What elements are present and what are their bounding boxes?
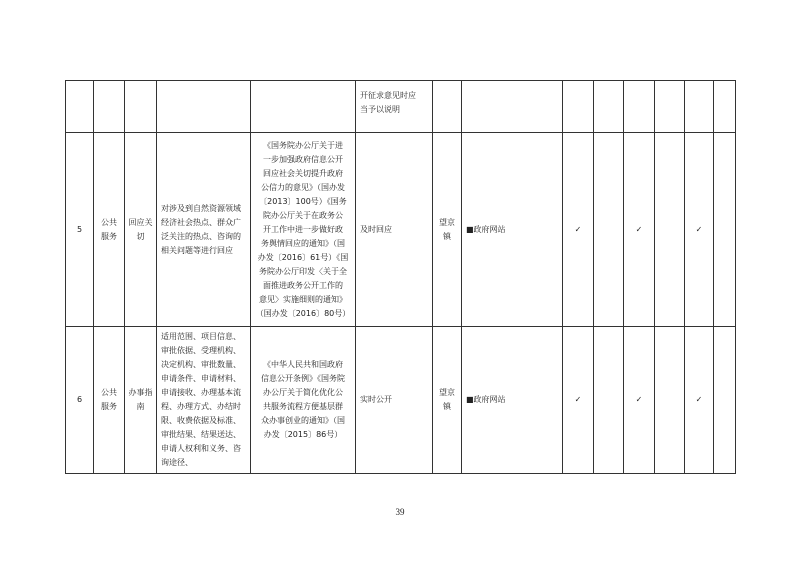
check-mark: ✓ <box>685 327 714 474</box>
check-mark: ✓ <box>685 133 714 327</box>
check-mark: ✓ <box>563 133 594 327</box>
cell-empty <box>563 81 594 133</box>
cell-channel: ■政府网站 <box>462 133 563 327</box>
cell-timing: 开征求意见时应 当予以说明 <box>356 81 433 133</box>
cell-empty <box>594 133 624 327</box>
check-mark: ✓ <box>563 327 594 474</box>
check-mark: ✓ <box>624 133 655 327</box>
cell-empty <box>462 81 563 133</box>
cell-empty <box>714 81 736 133</box>
cell-content: 对涉及到自然资源领域经济社会热点、群众广泛关注的热点、咨询的相关问题等进行回应 <box>157 133 251 327</box>
cell-empty <box>433 81 462 133</box>
cell-basis: 《国务院办公厅关于进 一步加强政府信息公开 回应社会关切提升政府 公信力的意见》（国办发 〔2013〕100号）《国务 院办公厅关于在政务公 开工作中进一步做好政 务舆情回应的通知》（国 办发〔2016〕61号）《国 务院办公厅印发〈关于全 面推进政务公开工作的 意见〉实施细则的通知》 （国办发〔2016〕80号） <box>251 133 356 327</box>
cell-content: 适用范围、项目信息、审批依据、受理机构、决定机构、审批数量、申请条件、申请材料、申请接收、办理基本流程、办理方式、办结时限、收费依据及标准、审批结果、结果送达、申请人权利和义务、咨询途径、 <box>157 327 251 474</box>
cell-empty <box>594 327 624 474</box>
table-row <box>66 133 736 327</box>
cell-category: 公共 服务 <box>94 133 125 327</box>
cell-subcategory: 回应关 切 <box>125 133 157 327</box>
table-row <box>66 327 736 474</box>
cell-basis: 《中华人民共和国政府 信息公开条例》《国务院 办公厅关于简化优化公 共服务流程方便基层群 众办事创业的通知》（国 办发〔2015〕86号） <box>251 327 356 474</box>
cell-subject: 望京 镇 <box>433 327 462 474</box>
check-mark: ✓ <box>624 327 655 474</box>
cell-empty <box>685 81 714 133</box>
cell-timing: 及时回应 <box>356 133 433 327</box>
cell-empty <box>125 81 157 133</box>
cell-empty <box>594 81 624 133</box>
page-number: 39 <box>395 507 405 517</box>
cell-subject: 望京 镇 <box>433 133 462 327</box>
cell-seq: 5 <box>66 133 94 327</box>
cell-empty <box>655 327 685 474</box>
cell-subcategory: 办事指 南 <box>125 327 157 474</box>
cell-empty <box>714 133 736 327</box>
cell-empty <box>66 81 94 133</box>
cell-channel: ■政府网站 <box>462 327 563 474</box>
cell-empty <box>655 133 685 327</box>
table-row <box>66 81 736 133</box>
cell-empty <box>94 81 125 133</box>
cell-empty <box>655 81 685 133</box>
cell-seq: 6 <box>66 327 94 474</box>
cell-empty <box>624 81 655 133</box>
cell-category: 公共 服务 <box>94 327 125 474</box>
disclosure-table <box>65 80 736 474</box>
cell-empty <box>157 81 251 133</box>
cell-empty <box>714 327 736 474</box>
cell-empty <box>251 81 356 133</box>
cell-timing: 实时公开 <box>356 327 433 474</box>
